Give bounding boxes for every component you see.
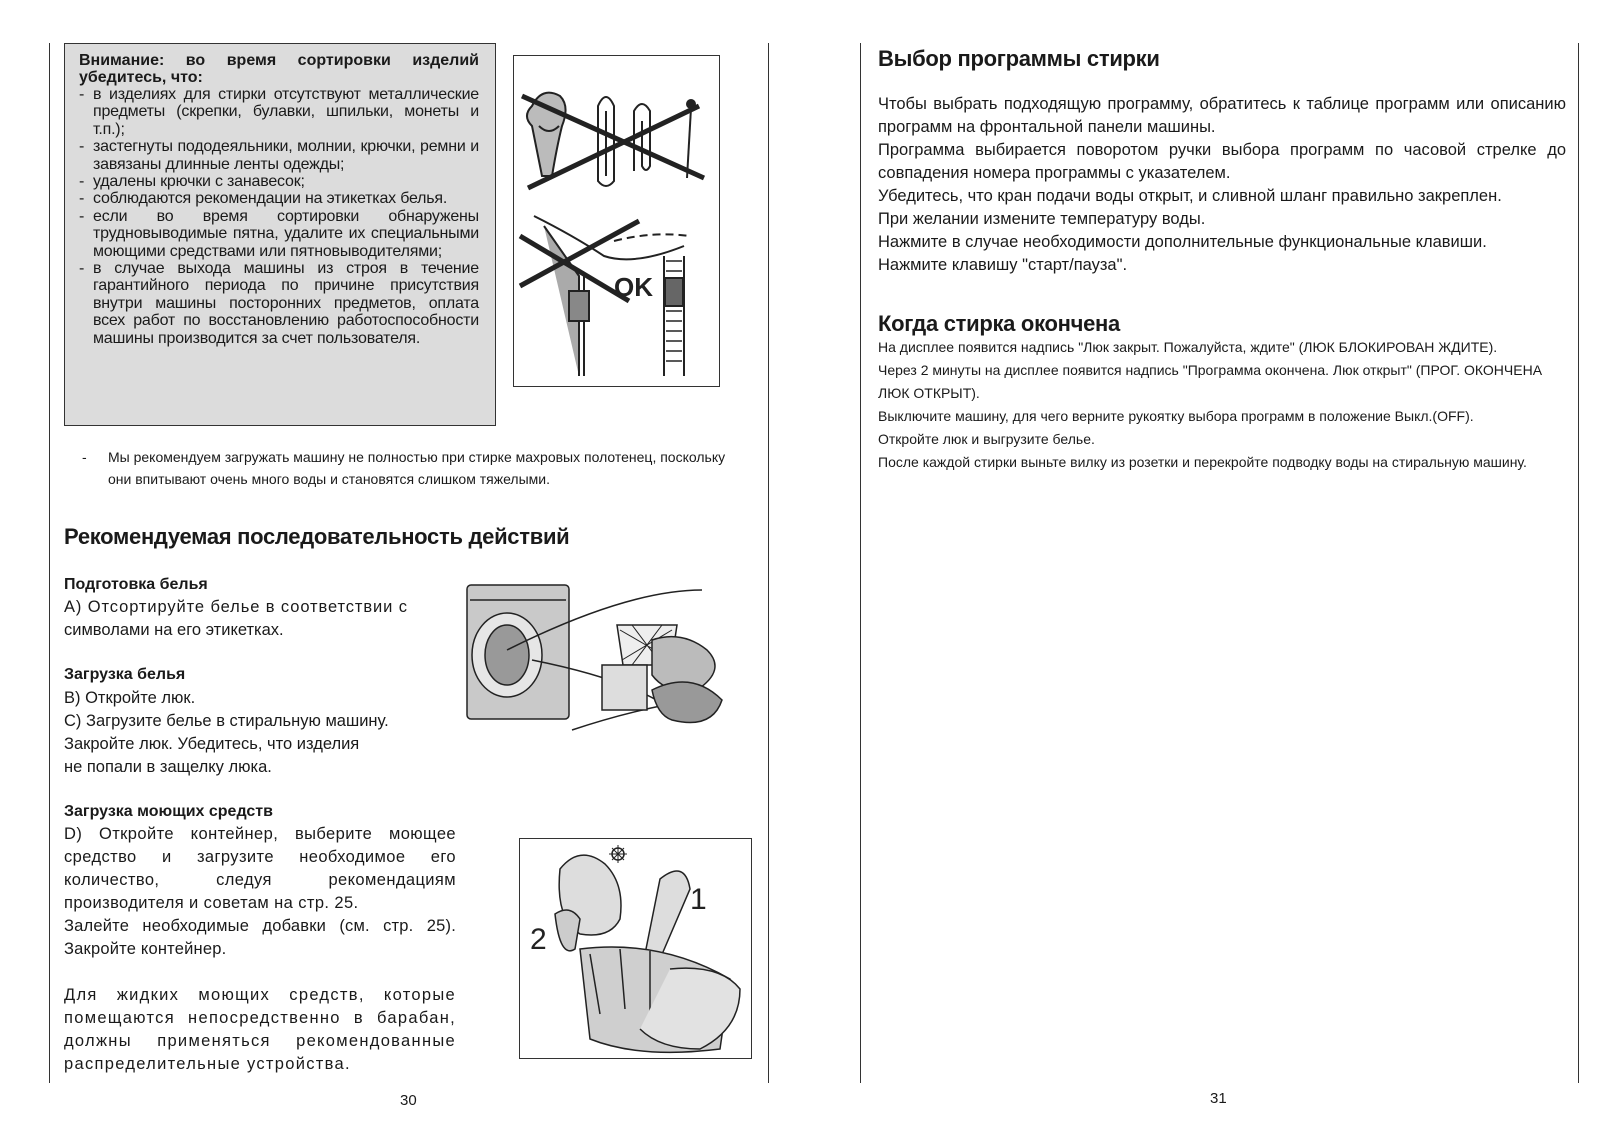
warning-title: Внимание: во время сортировки изделий убедитесь, что: [79,52,479,86]
finished-line: Откройте люк и выгрузите белье. [878,431,1095,447]
warning-item: - если во время сортировки обнаружены трудновыводимые пятна, удалите их специальными моющими средствами или пятновыводителями; [79,208,479,260]
sorting-illustration [513,55,720,387]
program-line: При желании измените температуру воды. [878,210,1206,228]
warning-item: - застегнуты пододеяльники, молнии, крючки, ремни и завязаны длинные ленты одежды; [79,138,479,173]
program-line: Убедитесь, что кран подачи воды открыт, и сливной шланг правильно закреплен. [878,187,1502,205]
note-text: Мы рекомендуем загружать машину не полностью при стирке махровых полотенец, поскольку они впитывают очень много воды и становятся слишком тяжелыми. [108,449,726,487]
program-line: Чтобы выбрать подходящую программу, обратитесь к таблице программ или описанию программ на фронтальной панели машины. [878,95,1566,136]
finished-line: Выключите машину, для чего верните рукоятку выбора программ в положение Выкл.(OFF). [878,408,1474,424]
warning-item: - в изделиях для стирки отсутствуют металлические предметы (скрепки, булавки, шпильки, монеты и т.п.); [79,86,479,138]
detergent-dispenser-drawing [520,839,750,1057]
warning-item: - в случае выхода машины из строя в течение гарантийного периода по причине присутствия внутри машины посторонних предметов, оплата всех работ по восстановлению работоспособности машины производится за счет пользователя. [79,260,479,347]
load-title: Загрузка белья [64,666,186,683]
right-margin-line [1578,43,1579,1083]
finished-line: На дисплее появится надпись "Люк закрыт. Пожалуйста, ждите" (ЛЮК БЛОКИРОВАН ЖДИТЕ). [878,339,1498,355]
finished-line: Через 2 минуты на дисплее появится надпись "Программа окончена. Люк открыт" (ПРОГ. ОКОНЧЕНА ЛЮК ОТКРЫТ). [878,362,1543,401]
page-number-right: 31 [1210,1090,1227,1107]
dispenser-illustration [519,838,752,1059]
center-right-line [860,43,861,1083]
program-text [878,93,1566,277]
warning-item: - удалены крючки с занавесок; [79,173,479,190]
load-line-2: C) Загрузите белье в стиральную машину. [64,712,389,730]
detergent-para-3: Для жидких моющих средств, которые помещаются непосредственно в барабан, должны применяться рекомендованные распределительные устройства. [64,986,456,1073]
metal-objects-zipper-drawing [514,56,718,385]
prep-line-1: A) Отсортируйте белье в соответствии с [64,598,408,616]
left-margin-line [49,43,50,1083]
program-line: Нажмите в случае необходимости дополнительные функциональные клавиши. [878,233,1487,251]
warning-box [64,43,496,426]
center-left-line [768,43,769,1083]
prep-title: Подготовка белья [64,576,208,593]
dispenser-label-1: 1 [690,883,707,916]
note-dash: - [82,449,87,465]
ok-label: OK [614,272,653,302]
prep-line-2: символами на его этикетках. [64,621,284,639]
detergent-para-1: D) Откройте контейнер, выберите моющее средство и загрузите необходимое его количество, следуя рекомендациям производителя и советам на стр. 25. [64,825,456,912]
towel-note [82,446,742,490]
section-title-sequence: Рекомендуемая последовательность действий [64,524,570,549]
program-line: Нажмите клавишу "старт/пауза". [878,256,1128,274]
finished-line: После каждой стирки выньте вилку из розетки и перекройте подводку воды на стиральную машину. [878,454,1527,470]
detergent-para-2: Залейте необходимые добавки (см. стр. 25). Закройте контейнер. [64,917,456,958]
load-line-1: B) Откройте люк. [64,689,196,707]
page-number-left: 30 [400,1092,417,1109]
loading-laundry-drawing [462,580,747,740]
warning-list [79,86,479,347]
washing-machine-illustration [462,580,747,740]
detergent-title: Загрузка моющих средств [64,803,273,820]
program-title: Выбор программы стирки [878,46,1160,71]
finished-title: Когда стирка окончена [878,311,1120,336]
program-line: Программа выбирается поворотом ручки выбора программ по часовой стрелке до совпадения номера программы с указателем. [878,141,1566,182]
load-line-3: Закройте люк. Убедитесь, что изделия [64,735,360,753]
load-line-4: не попали в защелку люка. [64,758,272,776]
warning-item: - соблюдаются рекомендации на этикетках белья. [79,190,479,207]
dispenser-label-2: 2 [530,923,547,956]
finished-text [878,336,1558,474]
